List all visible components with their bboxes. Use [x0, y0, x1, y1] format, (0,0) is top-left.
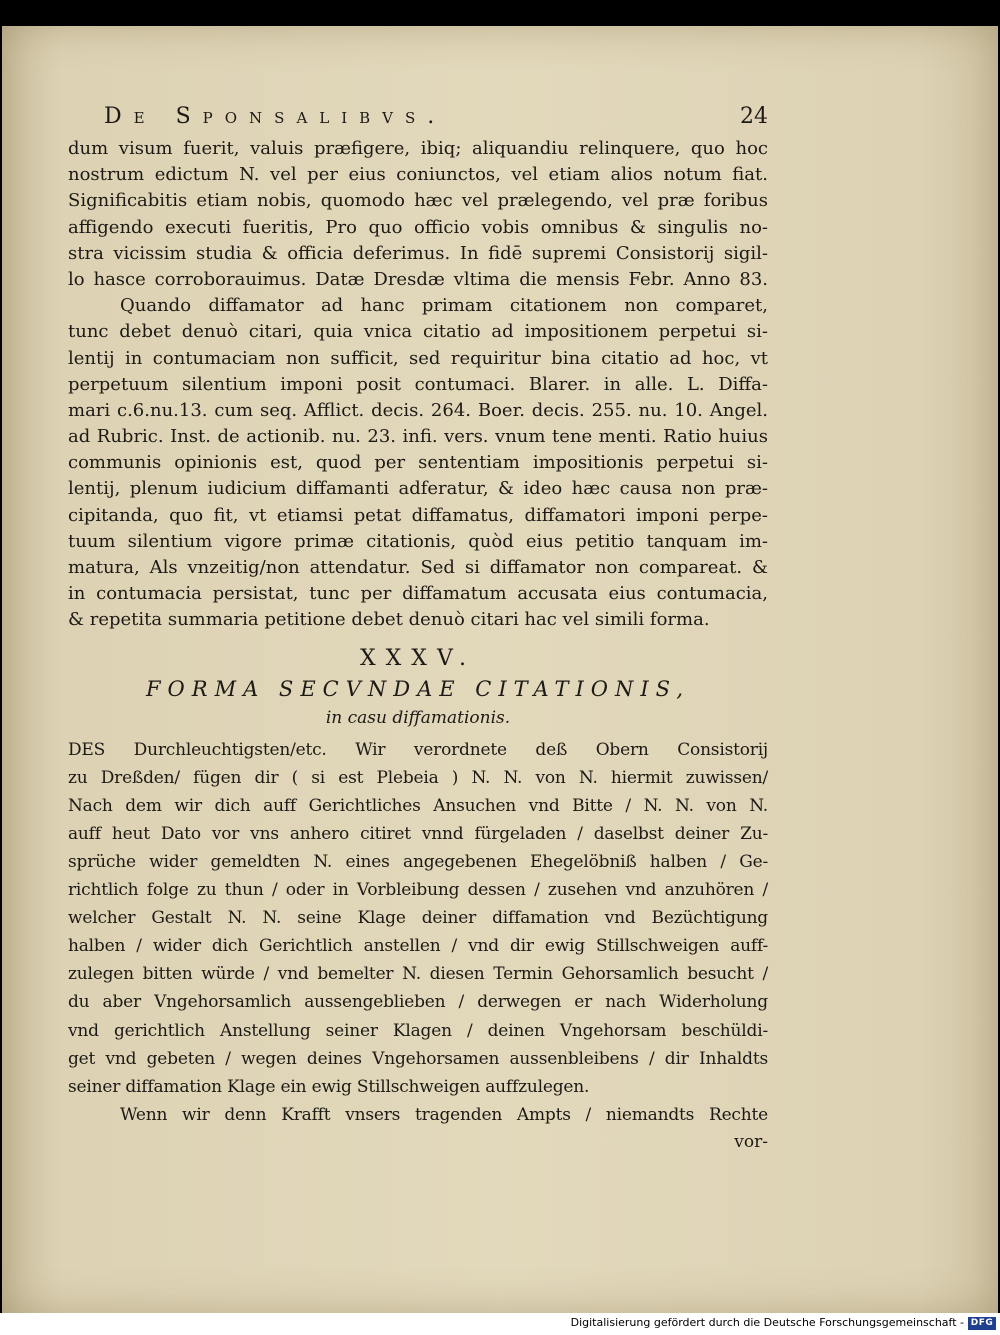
text-line: Quando diffamator ad hanc primam citationem non comparet,: [120, 295, 768, 317]
catchword: vor-: [734, 1131, 768, 1152]
running-head: [68, 98, 768, 136]
text-line: zulegen bitten würde / vnd bemelter N. diesen Termin Gehorsamlich besucht /: [68, 964, 768, 985]
text-line: du aber Vngehorsamlich aussengeblieben / derwegen er nach Widerholung: [68, 992, 768, 1013]
latin-paragraphs: [68, 136, 768, 634]
text-line: vnd gerichtlich Anstellung seiner Klagen / deinen Vngehorsam beschüldi-: [68, 1020, 768, 1041]
text-line: lentij, plenum iudicium diffamanti adferatur, & ideo hæc causa non præ-: [68, 478, 768, 500]
text-line: cipitanda, quo fit, vt etiamsi petat diffamatus, diffamatori imponi perpe-: [68, 504, 768, 526]
text-line: tuum silentium vigore primæ citationis, quòd eius petitio tanquam im-: [68, 530, 768, 552]
dfg-logo[interactable]: DFG: [968, 1317, 996, 1330]
text-line: DES Durchleuchtigsten/etc. Wir verordnete deß Obern Consistorij: [68, 739, 768, 760]
text-line: get vnd gebeten / wegen deines Vngehorsamen aussenbleibens / dir Inhaldts: [68, 1048, 768, 1069]
running-head-title: De Sponsalibvs.: [104, 104, 447, 129]
text-line: dum visum fuerit, valuis præfigere, ibiq; aliquandiu relinquere, quo hoc: [68, 138, 768, 159]
text-line: tunc debet denuò citari, quia vnica citatio ad impositionem perpetui si-: [68, 321, 768, 343]
text-line: communis opinionis est, quod per sententiam impositionis perpetui si-: [68, 452, 768, 474]
section-subtitle: in casu diffamationis.: [325, 707, 511, 728]
page-text-block: [68, 98, 768, 1155]
text-line: zu Dreßden/ fügen dir ( si est Plebeia ) N. N. von N. hiermit zuwissen/: [68, 767, 768, 788]
text-line: lo hasce corroborauimus. Datæ Dresdæ vltima die mensis Febr. Anno 83.: [68, 268, 768, 290]
text-line: matura, Als vnzeitig/non attendatur. Sed si diffamator non compareat. &: [68, 557, 768, 578]
text-line: Nach dem wir dich auff Gerichtliches Ansuchen vnd Bitte / N. N. von N.: [68, 795, 768, 816]
text-line: perpetuum silentium imponi posit contumaci. Blarer. in alle. L. Diffa-: [68, 373, 768, 395]
text-line: seiner diffamation Klage ein ewig Stillschweigen auffzulegen.: [68, 1076, 590, 1097]
text-line: lentij in contumaciam non sufficit, sed requiritur bina citatio ad hoc, vt: [68, 347, 768, 369]
page-number: 24: [740, 104, 768, 129]
text-line: in contumacia persistat, tunc per diffamatum accusata eius contumacia,: [68, 583, 768, 605]
text-line: ad Rubric. Inst. de actionib. nu. 23. infi. vers. vnum tene menti. Ratio huius: [68, 426, 768, 448]
text-line: welcher Gestalt N. N. seine Klage deiner diffamation vnd Bezüchtigung: [68, 908, 768, 929]
text-line: Significabitis etiam nobis, quomodo hæc vel prælegendo, vel præ foribus: [68, 190, 768, 212]
text-line: richtlich folge zu thun / oder in Vorbleibung dessen / zusehen vnd anzuhören /: [68, 880, 768, 901]
text-line: Wenn wir denn Krafft vnsers tragenden Ampts / niemandts Rechte: [120, 1104, 768, 1125]
text-line: stra vicissim studia & officia deferimus. In fidē supremi Consistorij sigil-: [68, 242, 768, 264]
text-line: affigendo executi fueritis, Pro quo officio vobis omnibus & singulis no-: [68, 216, 768, 238]
text-line: nostrum edictum N. vel per eius coniunctos, vel etiam alios notum fiat.: [68, 164, 768, 186]
book-page-scan: [2, 26, 998, 1313]
funding-notice: Digitalisierung gefördert durch die Deutsche Forschungsgemeinschaft -: [570, 1316, 964, 1329]
section-number: XXXV.: [359, 645, 477, 671]
text-line: auff heut Dato vor vns anhero citiret vnnd fürgeladen / daselbst deiner Zu-: [68, 823, 768, 844]
text-line: halben / wider dich Gerichtlich anstellen / vnd dir ewig Stillschweigen auff-: [68, 936, 768, 957]
german-blackletter-paragraphs: [68, 736, 768, 1129]
text-line: & repetita summaria petitione debet denuò citari hac vel simili forma.: [68, 609, 710, 631]
text-line: sprüche wider gemeldten N. eines angegebenen Ehegelöbniß halben / Ge-: [68, 851, 768, 872]
text-line: mari c.6.nu.13. cum seq. Afflict. decis. 264. Boer. decis. 255. nu. 10. Angel.: [68, 399, 768, 421]
section-title: FORMA SECVNDAE CITATIONIS,: [145, 676, 690, 701]
digitization-footer: [0, 1313, 1000, 1335]
